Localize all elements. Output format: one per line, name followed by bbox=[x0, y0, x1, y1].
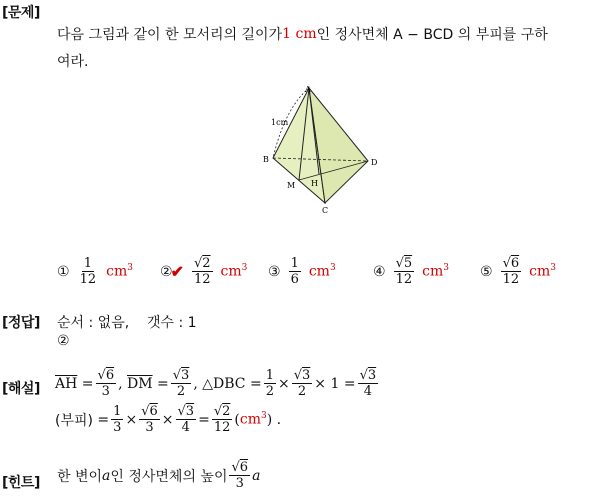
choice-fraction bbox=[501, 256, 522, 287]
frac-num: √6 bbox=[502, 256, 520, 271]
hint-var-2: a bbox=[252, 467, 261, 484]
unit-exp: 3 bbox=[329, 263, 336, 274]
problem-text-post: 인 정사면체 A − BCD 의 부피를 구하 bbox=[316, 27, 548, 43]
unit-exp: 3 bbox=[127, 263, 133, 274]
choice-unit bbox=[106, 263, 133, 280]
frac-1-over-3: $\frac{1}{3}$ bbox=[113, 404, 122, 435]
unit-exp: 3 bbox=[443, 263, 449, 274]
problem-edge-value: 1 bbox=[282, 26, 292, 42]
choice-4[interactable] bbox=[373, 256, 449, 287]
frac-root3-over-2: $\frac{√3}{2}$ bbox=[172, 368, 190, 399]
label-m: M bbox=[287, 181, 296, 190]
label-b: B bbox=[263, 155, 269, 164]
frac-den: 12 bbox=[502, 272, 520, 287]
choice-unit bbox=[422, 263, 449, 280]
problem-line-2: 여라. bbox=[57, 54, 89, 70]
choice-fraction bbox=[289, 256, 301, 287]
frac-root6-over-3-hint: $\frac{√6}{3}$ bbox=[231, 460, 249, 491]
choice-number: ① bbox=[57, 263, 70, 280]
answer-value: ② bbox=[57, 333, 70, 349]
seg-ah: $\overline{AH}$ bbox=[55, 375, 78, 392]
frac-root3-over-4-b: $\frac{√3}{4}$ bbox=[177, 404, 195, 435]
choice-number: ⑤ bbox=[480, 263, 493, 280]
problem-text-pre: 다음 그림과 같이 한 모서리의 길이가 bbox=[57, 27, 283, 43]
frac-root3-over-2-b: $\frac{√3}{2}$ bbox=[293, 368, 311, 399]
answer-count: 갯수 : 1 bbox=[146, 315, 197, 331]
solution-line-1: $\overline{AH}$ = $\frac{√6}{3}$ , $\overline{DM}$ = $\frac{√3}{2}$ , △DBC = $\frac{1}{2}$ × $\frac{√3}{2}$ × 1 = $\frac{√3}{4}$ bbox=[55, 368, 377, 399]
checkmark-icon: ✔ bbox=[170, 262, 184, 281]
label-edge-length: 1cm bbox=[271, 118, 289, 127]
choice-fraction bbox=[394, 256, 415, 287]
hint-tag: [힌트] bbox=[2, 475, 40, 491]
frac-root6-over-3: $\frac{√6}{3}$ bbox=[97, 368, 115, 399]
frac-num: √5 bbox=[395, 256, 413, 271]
answer-order: 순서 : 없음, bbox=[57, 315, 130, 331]
choice-number: ④ bbox=[373, 263, 386, 280]
choice-unit bbox=[309, 263, 336, 280]
hint-line bbox=[57, 460, 260, 491]
label-h: H bbox=[311, 179, 318, 188]
solution-tag: [해설] bbox=[2, 381, 40, 397]
choice-unit bbox=[221, 263, 248, 280]
hint-var: a bbox=[102, 467, 111, 484]
unit-text: cm bbox=[106, 263, 128, 280]
answer-meta bbox=[57, 312, 197, 332]
choice-unit bbox=[529, 263, 556, 280]
solution-line-2: (부피) = $\frac{1}{3}$ × $\frac{√6}{3}$ × $\frac{√3}{4}$ = $\frac{√2}{12}$ ( $cm^3$ ) . bbox=[55, 404, 282, 435]
answer-tag: [정답] bbox=[2, 315, 40, 331]
choice-number: ③ bbox=[268, 263, 281, 280]
frac-num: √2 bbox=[193, 256, 211, 271]
choice-2[interactable] bbox=[160, 256, 247, 287]
solution-unit bbox=[240, 411, 267, 428]
label-a: A bbox=[305, 85, 311, 94]
unit-exp: 3 bbox=[260, 411, 267, 422]
frac-root6-over-3-b: $\frac{√6}{3}$ bbox=[141, 404, 158, 435]
frac-num: 1 bbox=[83, 256, 92, 271]
tetrahedron-figure bbox=[255, 80, 385, 220]
unit-text: cm bbox=[220, 263, 242, 280]
frac-den: 12 bbox=[193, 272, 211, 287]
problem-line-1 bbox=[57, 24, 548, 44]
choice-1[interactable] bbox=[57, 256, 133, 287]
frac-num: 1 bbox=[290, 256, 299, 271]
seg-dm: $\overline{DM}$ bbox=[127, 375, 153, 392]
hint-text-2: 인 정사면체의 높이 bbox=[110, 468, 228, 485]
frac-1-over-2: $\frac{1}{2}$ bbox=[265, 368, 274, 399]
problem-edge-unit: cm bbox=[295, 26, 317, 42]
label-c: C bbox=[322, 206, 329, 215]
choice-3[interactable] bbox=[268, 256, 336, 287]
frac-den: 12 bbox=[395, 272, 413, 287]
frac-den: 12 bbox=[79, 272, 97, 287]
frac-root3-over-4: $\frac{√3}{4}$ bbox=[359, 368, 377, 399]
radicand: 5 bbox=[403, 256, 413, 271]
frac-den: 6 bbox=[290, 272, 299, 287]
unit-text: cm bbox=[529, 263, 551, 280]
hint-text: 한 변이 bbox=[57, 468, 103, 485]
problem-tag: [문제] bbox=[2, 5, 40, 21]
unit-exp: 3 bbox=[241, 263, 248, 274]
unit-text: cm bbox=[308, 263, 330, 280]
radicand: 2 bbox=[202, 256, 211, 271]
triangle-dbc: △DBC bbox=[202, 375, 246, 392]
choice-fraction bbox=[78, 256, 99, 287]
label-d: D bbox=[371, 158, 378, 167]
frac-root2-over-12: $\frac{√2}{12}$ bbox=[213, 404, 231, 435]
choice-fraction bbox=[192, 256, 213, 287]
choice-5[interactable] bbox=[480, 256, 556, 287]
unit-exp: 3 bbox=[550, 263, 556, 274]
radicand: 6 bbox=[510, 256, 520, 271]
volume-label: (부피) bbox=[55, 412, 93, 429]
unit-text: cm bbox=[422, 263, 444, 280]
unit-text: cm bbox=[239, 411, 261, 428]
choice-number: ② bbox=[160, 263, 173, 280]
